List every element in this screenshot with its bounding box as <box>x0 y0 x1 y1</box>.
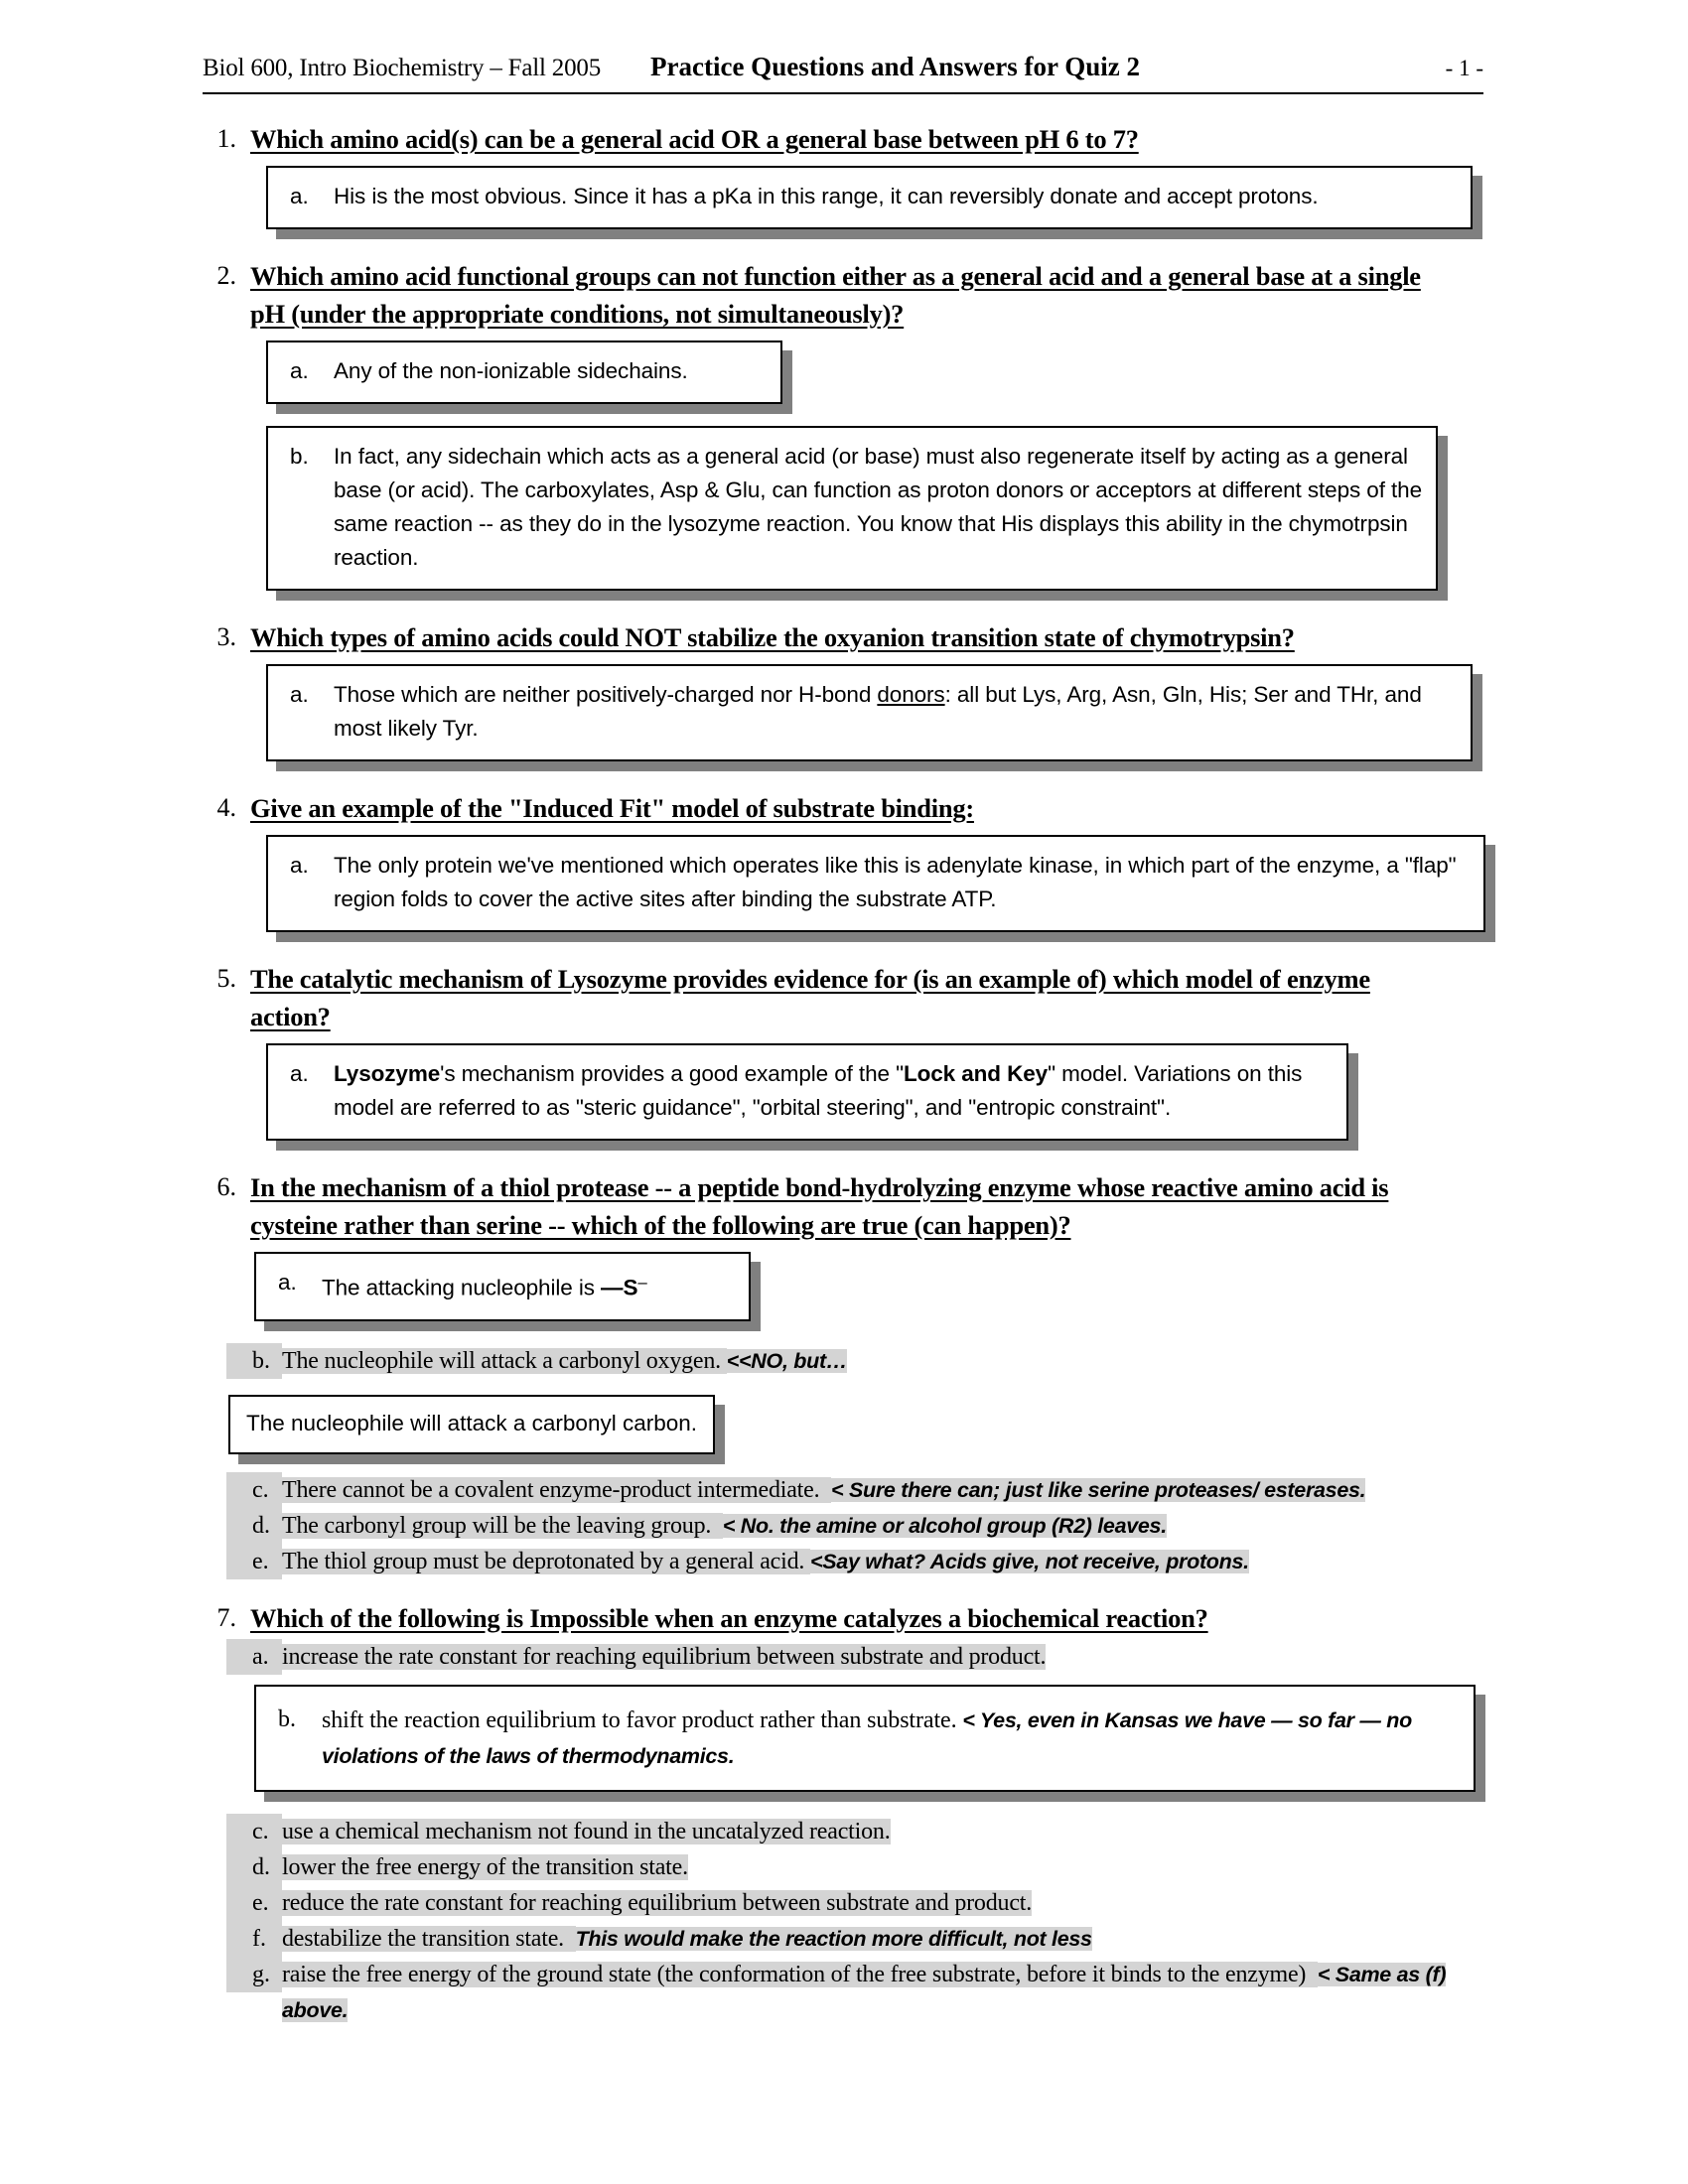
bond-dash: — <box>601 1275 624 1300</box>
answer-bold-1: Lysozyme <box>334 1061 441 1086</box>
answer-letter: a. <box>290 682 309 707</box>
negative-charge: – <box>637 1273 647 1292</box>
option-row-6b <box>226 1343 1539 1379</box>
option-text-wrap <box>282 1508 1434 1544</box>
answer-part-2: " model. Variations on this model are referred to as "steric guidance", "orbital steering", and "entropic constraint". <box>334 1061 1303 1120</box>
question-text: The catalytic mechanism of Lysozyme provides evidence for (is an example of) which model of enzyme action? <box>250 964 1370 1031</box>
option-text: increase the rate constant for reaching equilibrium between substrate and product. <box>282 1643 1047 1670</box>
answer-box-1a <box>266 166 1473 229</box>
option-letter: c. <box>226 1814 282 1849</box>
question-number: 1. <box>216 124 236 153</box>
answer-box-4a <box>266 835 1485 932</box>
question-text: Which types of amino acids could NOT stabilize the oxyanion transition state of chymotrypsin? <box>250 622 1295 652</box>
option-row-7d <box>226 1849 1539 1885</box>
answer-letter: a. <box>290 184 309 208</box>
option-text-wrap <box>282 1814 1434 1849</box>
answer-part-1: 's mechanism provides a good example of the " <box>440 1061 904 1086</box>
option-letter: d. <box>226 1508 282 1544</box>
option-text-wrap <box>282 1639 1434 1675</box>
correction-box-6b <box>228 1395 715 1454</box>
option-note: < Yes, even in Kansas we have — so far — no violations of the laws of thermodynamics. <box>322 1707 1412 1768</box>
option-list-7-after <box>226 1814 1539 2028</box>
option-letter: d. <box>226 1849 282 1885</box>
page-number: - 1 - <box>1445 56 1483 80</box>
answer-row <box>282 849 1470 916</box>
option-text: destabilize the transition state. <box>282 1925 564 1952</box>
option-list-6 <box>226 1343 1539 1379</box>
option-text: use a chemical mechanism not found in the uncatalyzed reaction. <box>282 1818 891 1844</box>
question-1 <box>199 120 1539 158</box>
option-row-6e <box>226 1544 1539 1579</box>
option-note: < Same as (f) above. <box>282 1962 1447 2022</box>
option-text: The thiol group must be deprotonated by a general acid. <box>282 1548 805 1574</box>
option-letter: g. <box>226 1957 282 1992</box>
correction-text: The nucleophile will attack a carbonyl carbon. <box>246 1410 697 1435</box>
answer-text <box>334 678 1457 746</box>
question-text: In the mechanism of a thiol protease -- a peptide bond-hydrolyzing enzyme whose reactive amino acid is cysteine rather than serine -- which of the following are true (can happen)? <box>250 1172 1389 1240</box>
option-row-6c <box>226 1472 1539 1508</box>
answer-letter: b. <box>290 444 309 469</box>
option-text: The carbonyl group will be the leaving group. <box>282 1512 712 1539</box>
option-row-7c <box>226 1814 1539 1849</box>
question-number: 2. <box>216 261 236 290</box>
answer-underlined-word: donors <box>877 682 945 707</box>
option-text-wrap <box>282 1472 1394 1508</box>
answer-bold-2: Lock and Key <box>903 1061 1049 1086</box>
option-text: raise the free energy of the ground state (the conformation of the free substrate, before it binds to the enzyme) <box>282 1961 1307 1987</box>
question-6 <box>199 1168 1539 1244</box>
question-text: Which amino acid(s) can be a general acid OR a general base between pH 6 to 7? <box>250 124 1139 154</box>
answer-part-2: : all but Lys, Arg, Asn, Gln, His; Ser and THr, and most likely Tyr. <box>334 682 1422 741</box>
question-text: Which amino acid functional groups can not function either as a general acid and a general base at a single pH (under the appropriate conditions, not simultaneously)? <box>250 261 1421 329</box>
answer-text <box>334 1057 1333 1125</box>
question-text: Which of the following is Impossible when an enzyme catalyzes a biochemical reaction? <box>250 1602 1208 1633</box>
option-text-wrap <box>282 1849 1434 1885</box>
document-title: Practice Questions and Answers for Quiz 2 <box>650 52 1140 81</box>
option-text-wrap <box>282 1957 1459 2028</box>
answer-prefix: The attacking nucleophile is <box>322 1275 602 1300</box>
option-list-7-before <box>226 1639 1539 1675</box>
option-text-wrap <box>282 1885 1434 1921</box>
answer-row <box>270 1266 735 1305</box>
answer-letter: a. <box>290 853 309 878</box>
option-text: reduce the rate constant for reaching equilibrium between substrate and product. <box>282 1889 1033 1916</box>
answer-text: In fact, any sidechain which acts as a general acid (or base) must also regenerate itself by acting as a general base (or acid). The carboxylates, Asp & Glu, can function as proton donors or acceptors at different steps of the same reaction -- as they do in the lysozyme reaction. You know that His displays this ability in the chymotrpsin reaction. <box>334 444 1422 570</box>
answer-letter: a. <box>290 1061 309 1086</box>
question-number: 3. <box>216 622 236 651</box>
answer-box-6a <box>254 1252 751 1321</box>
option-letter: e. <box>226 1544 282 1579</box>
option-row-7g <box>226 1957 1539 2028</box>
option-text-wrap <box>282 1921 1434 1957</box>
answer-part-1: Those which are neither positively-charged nor H-bond <box>334 682 878 707</box>
option-row-7a <box>226 1639 1539 1675</box>
option-text-wrap <box>282 1544 1474 1579</box>
answer-row <box>282 440 1422 575</box>
question-list <box>199 120 1539 2028</box>
question-3 <box>199 618 1539 656</box>
option-note: < No. the amine or alcohol group (R2) leaves. <box>722 1513 1167 1538</box>
option-letter: a. <box>226 1639 282 1675</box>
question-number: 4. <box>216 793 236 822</box>
question-text: Give an example of the "Induced Fit" model of substrate binding: <box>250 793 974 823</box>
option-text-wrap <box>282 1343 1434 1379</box>
question-5 <box>199 960 1539 1035</box>
answer-letter: a. <box>278 1270 297 1295</box>
option-letter: e. <box>226 1885 282 1921</box>
answer-box-3a <box>266 664 1473 761</box>
page-header <box>203 52 1483 94</box>
sulfur-symbol: S <box>623 1275 638 1300</box>
option-note: This would make the reaction more difficult, not less <box>575 1926 1092 1951</box>
answer-row <box>282 180 1457 213</box>
option-text: The nucleophile will attack a carbonyl oxygen. <box>282 1347 721 1374</box>
answer-text: The only protein we've mentioned which operates like this is adenylate kinase, in which part of the enzyme, a "flap" region folds to cover the active sites after binding the substrate ATP. <box>334 853 1457 911</box>
option-note: <Say what? Acids give, not receive, protons. <box>809 1549 1249 1573</box>
answer-text <box>322 1266 735 1305</box>
answer-box-7b <box>254 1685 1476 1792</box>
question-number: 5. <box>216 964 236 993</box>
answer-text: Any of the non-ionizable sidechains. <box>334 358 688 383</box>
option-letter: b. <box>226 1343 282 1379</box>
question-4 <box>199 789 1539 827</box>
option-text: There cannot be a covalent enzyme-product intermediate. <box>282 1476 820 1503</box>
option-letter: c. <box>226 1472 282 1508</box>
answer-row <box>282 678 1457 746</box>
answer-text <box>322 1703 1460 1774</box>
question-number: 7. <box>216 1602 236 1632</box>
course-title: Biol 600, Intro Biochemistry – Fall 2005 <box>203 55 602 81</box>
spacer <box>199 1589 1539 1599</box>
option-text: lower the free energy of the transition state. <box>282 1853 688 1880</box>
answer-box-5a <box>266 1043 1348 1141</box>
answer-box-2a <box>266 341 782 404</box>
answer-row <box>282 354 767 388</box>
answer-row <box>282 1057 1333 1125</box>
option-row-7f <box>226 1921 1539 1957</box>
answer-row <box>270 1703 1460 1774</box>
question-number: 6. <box>216 1172 236 1201</box>
option-note: <<NO, but… <box>726 1348 848 1373</box>
option-note: < Sure there can; just like serine proteases/ esterases. <box>831 1477 1366 1502</box>
option-letter: f. <box>226 1921 282 1957</box>
option-row-7e <box>226 1885 1539 1921</box>
answer-text: His is the most obvious. Since it has a pKa in this range, it can reversibly donate and accept protons. <box>334 184 1319 208</box>
option-row-6d <box>226 1508 1539 1544</box>
option-list-6-rest <box>226 1472 1539 1579</box>
answer-letter: b. <box>278 1706 296 1732</box>
option-text: shift the reaction equilibrium to favor product rather than substrate. <box>322 1706 957 1733</box>
question-7 <box>199 1599 1539 1637</box>
answer-letter: a. <box>290 358 309 383</box>
answer-box-2b <box>266 426 1438 591</box>
question-2 <box>199 257 1539 333</box>
